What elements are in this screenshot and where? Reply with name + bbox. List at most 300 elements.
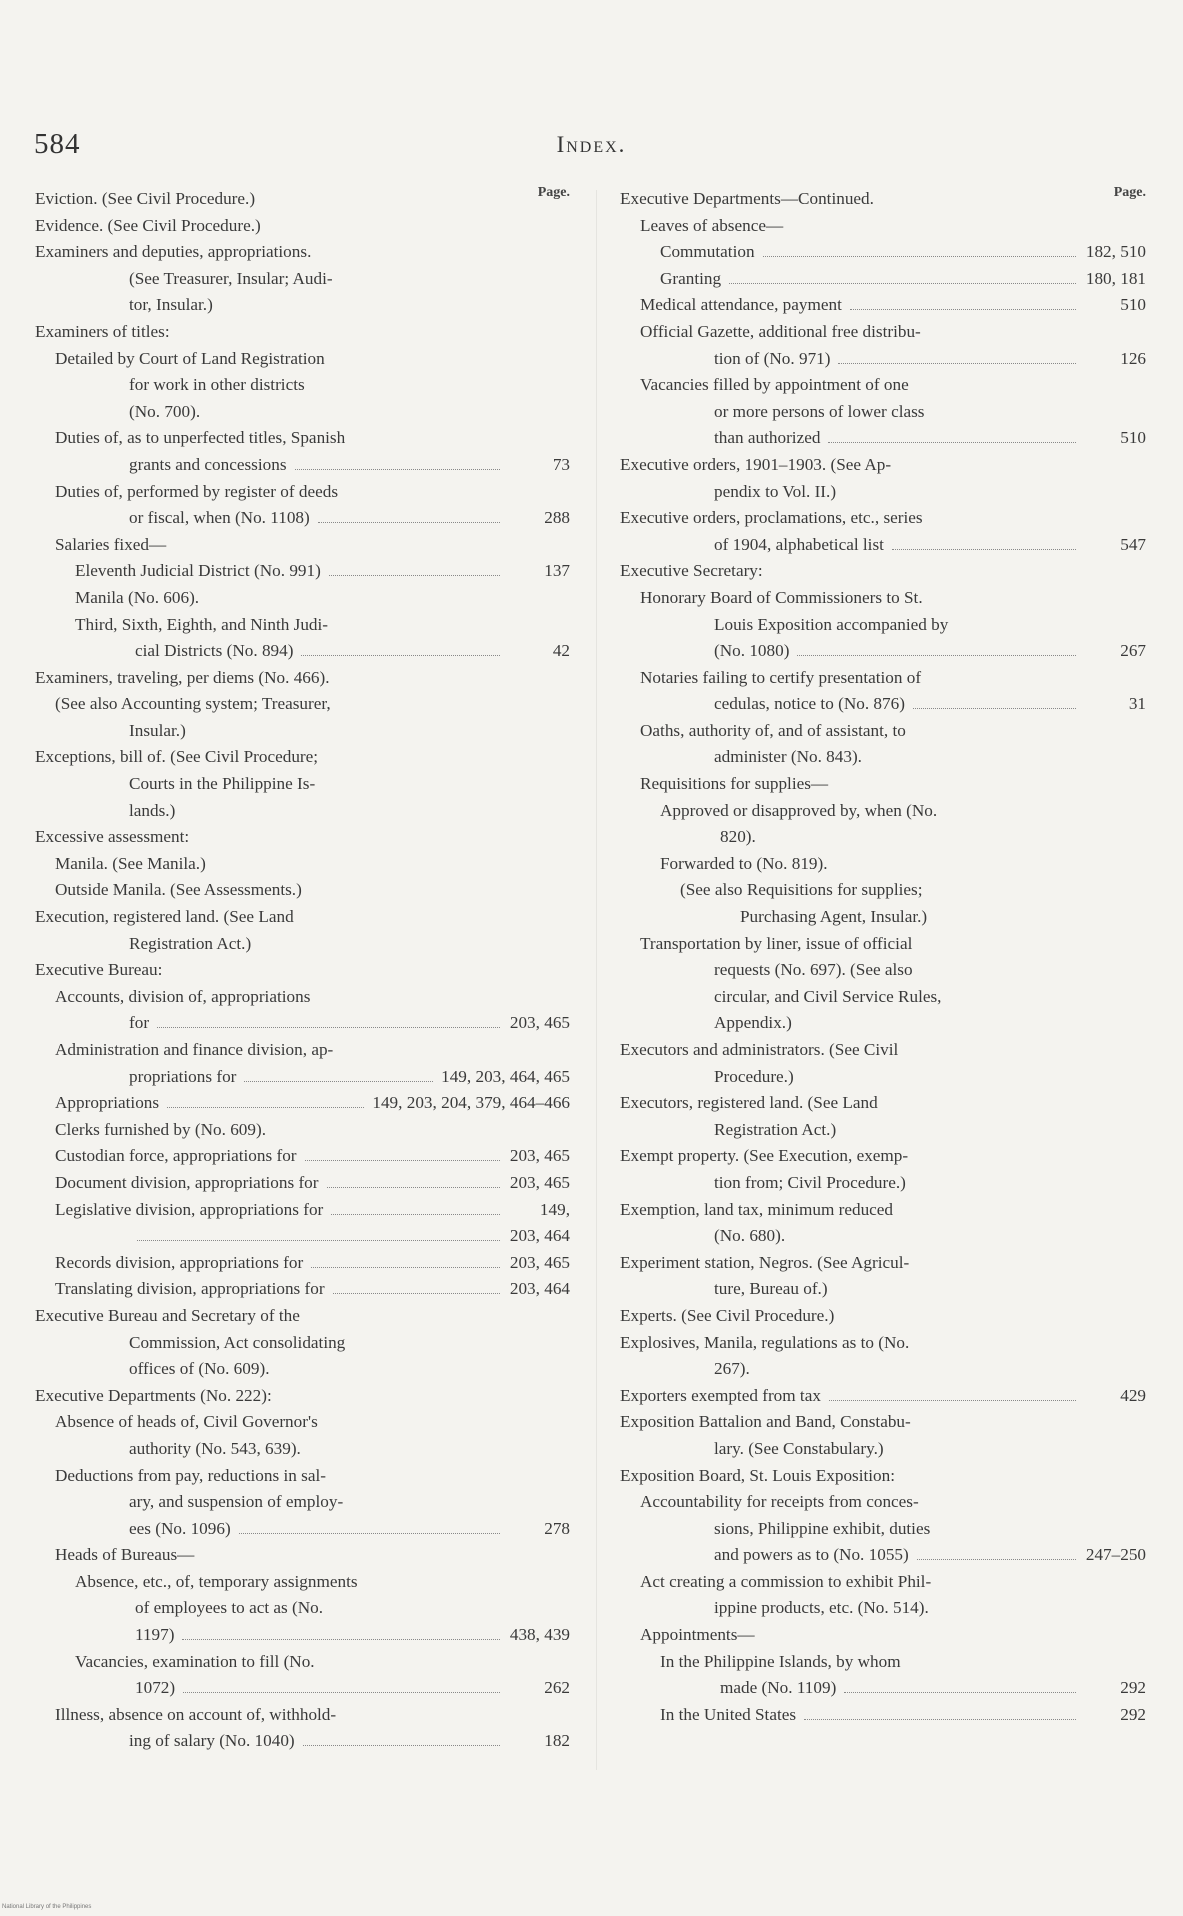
- index-entry-line: [620, 479, 1146, 506]
- index-entry-line: [620, 612, 1146, 639]
- page-reference: 438, 439: [509, 1625, 570, 1645]
- index-entry-line: [620, 1197, 1146, 1224]
- index-entry: [35, 904, 570, 957]
- entry-text: Commission, Act consolidating: [129, 1332, 346, 1352]
- entry-text: Exemption, land tax, minimum reduced: [620, 1199, 894, 1219]
- index-entry: [620, 292, 1146, 319]
- dot-leader: [804, 1719, 1076, 1720]
- entry-text: Executors, registered land. (See Land: [620, 1093, 878, 1113]
- entry-text: (See also Requisitions for supplies;: [680, 880, 923, 900]
- dot-leader: [157, 1027, 500, 1028]
- entry-text: Heads of Bureaus—: [55, 1545, 195, 1565]
- index-entry-line: [35, 1436, 570, 1463]
- index-entry-line: [35, 638, 570, 665]
- entry-text: tor, Insular.): [129, 295, 213, 315]
- index-entry-line: [620, 1276, 1146, 1303]
- page-reference: 262: [544, 1678, 570, 1698]
- entry-text: requests (No. 697). (See also: [714, 960, 913, 980]
- page-reference: 73: [552, 454, 570, 474]
- index-entry-line: [620, 585, 1146, 612]
- index-entry-line: [620, 1064, 1146, 1091]
- index-entry-line: [620, 1010, 1146, 1037]
- index-entry-line: [620, 1223, 1146, 1250]
- entry-text: Exposition Battalion and Band, Constabu-: [620, 1412, 911, 1432]
- entry-text: Exporters exempted from tax: [620, 1385, 821, 1405]
- index-entry-line: [620, 771, 1146, 798]
- entry-text: Granting: [660, 268, 722, 288]
- entry-text: Appointments—: [640, 1625, 755, 1645]
- entry-text: or fiscal, when (No. 1108): [129, 508, 310, 528]
- index-entry-line: [620, 1675, 1146, 1702]
- index-entry: [620, 1649, 1146, 1702]
- dot-leader: [295, 469, 500, 470]
- entry-text: Registration Act.): [714, 1119, 837, 1139]
- index-entry-line: [620, 1143, 1146, 1170]
- entry-text: Exempt property. (See Execution, exemp-: [620, 1146, 909, 1166]
- entry-text: Absence, etc., of, temporary assignments: [75, 1571, 358, 1591]
- page-reference: 182, 510: [1085, 242, 1146, 262]
- page-reference: 149, 203, 464, 465: [441, 1066, 570, 1086]
- dot-leader: [137, 1240, 500, 1241]
- page-reference: 288: [544, 508, 570, 528]
- page-reference: 547: [1120, 534, 1146, 554]
- index-entries: [620, 186, 1146, 1728]
- index-entry-line: [620, 1303, 1146, 1330]
- entry-text: Official Gazette, additional free distribu-: [640, 321, 921, 341]
- dot-leader: [305, 1160, 500, 1161]
- page-reference: 42: [552, 641, 570, 661]
- page-reference: 278: [544, 1518, 570, 1538]
- index-entry-line: [620, 904, 1146, 931]
- entry-text: Manila (No. 606).: [75, 587, 200, 607]
- index-entry-line: [35, 239, 570, 266]
- index-entry: [620, 239, 1146, 266]
- entry-text: Evidence. (See Civil Procedure.): [35, 215, 261, 235]
- index-entry-line: [620, 931, 1146, 958]
- index-entry: [620, 771, 1146, 798]
- index-entry: [620, 718, 1146, 771]
- index-entry-line: [35, 957, 570, 984]
- entry-text: Appropriations: [55, 1093, 160, 1113]
- index-entry-line: [35, 1010, 570, 1037]
- entry-text: Notaries failing to certify presentation of: [640, 667, 922, 687]
- index-entry-line: [620, 505, 1146, 532]
- entry-text: Executive Departments (No. 222):: [35, 1385, 272, 1405]
- index-entry: [35, 585, 570, 612]
- dot-leader: [183, 1692, 500, 1693]
- index-entry-line: [35, 292, 570, 319]
- index-entry-line: [35, 1463, 570, 1490]
- entry-text: of employees to act as (No.: [135, 1598, 324, 1618]
- index-entry: [35, 824, 570, 851]
- entry-text: In the Philippine Islands, by whom: [660, 1651, 901, 1671]
- entry-text: 1072): [135, 1678, 176, 1698]
- page-reference: 203, 465: [509, 1172, 570, 1192]
- entry-text: Approved or disapproved by, when (No.: [660, 800, 938, 820]
- entry-text: grants and concessions: [129, 454, 287, 474]
- entry-text: In the United States: [660, 1704, 797, 1724]
- dot-leader: [329, 575, 500, 576]
- index-entry: [35, 1090, 570, 1117]
- index-entry: [35, 239, 570, 319]
- entry-text: authority (No. 543, 639).: [129, 1438, 301, 1458]
- page-reference: 510: [1120, 428, 1146, 448]
- index-entry-line: [35, 319, 570, 346]
- index-entry: [35, 1276, 570, 1303]
- index-entry-line: [620, 1250, 1146, 1277]
- index-entry: [620, 1250, 1146, 1303]
- index-entry-line: [35, 1250, 570, 1277]
- index-entry-line: [620, 1516, 1146, 1543]
- entry-text: tion from; Civil Procedure.): [714, 1172, 906, 1192]
- entry-text: 820).: [720, 827, 756, 847]
- entry-text: cial Districts (No. 894): [135, 641, 294, 661]
- page-reference: 203, 464: [509, 1279, 570, 1299]
- entry-text: ary, and suspension of employ-: [129, 1492, 344, 1512]
- index-entry-line: [620, 691, 1146, 718]
- index-entry: [35, 1383, 570, 1410]
- entry-text: Illness, absence on account of, withhold-: [55, 1704, 337, 1724]
- index-entry-line: [35, 532, 570, 559]
- index-entry: [35, 1569, 570, 1649]
- page-reference: 149,: [539, 1199, 570, 1219]
- index-entry-line: [35, 877, 570, 904]
- index-entry: [35, 1409, 570, 1462]
- entry-text: (No. 680).: [714, 1226, 786, 1246]
- dot-leader: [318, 522, 500, 523]
- index-entry-line: [35, 479, 570, 506]
- index-entry: [620, 505, 1146, 558]
- index-entry-line: [35, 213, 570, 240]
- index-entry: [35, 346, 570, 426]
- page-column-label: Page.: [537, 185, 570, 200]
- dot-leader: [850, 309, 1076, 310]
- index-entry-line: [620, 1649, 1146, 1676]
- index-entry: [35, 425, 570, 478]
- dot-leader: [917, 1559, 1076, 1560]
- index-entries: [35, 186, 570, 1755]
- index-entry: [620, 798, 1146, 851]
- index-entry: [620, 1090, 1146, 1143]
- entry-text: Act creating a commission to exhibit Phil-: [640, 1571, 932, 1591]
- index-entry-line: [35, 931, 570, 958]
- entry-text: Registration Act.): [129, 933, 252, 953]
- index-entry-line: [35, 425, 570, 452]
- entry-text: Custodian force, appropriations for: [55, 1146, 297, 1166]
- entry-text: offices of (No. 609).: [129, 1359, 270, 1379]
- entry-text: Executive Bureau:: [35, 960, 163, 980]
- index-entry-line: [620, 558, 1146, 585]
- entry-text: administer (No. 843).: [714, 747, 862, 767]
- entry-text: (See Treasurer, Insular; Audi-: [129, 268, 333, 288]
- entry-text: Salaries fixed—: [55, 534, 167, 554]
- entry-text: Procedure.): [714, 1066, 794, 1086]
- index-entry: [620, 186, 1146, 213]
- running-head: Index.: [556, 132, 627, 157]
- index-entry-line: [620, 877, 1146, 904]
- index-entry: [35, 984, 570, 1037]
- footer-note: National Library of the Philippines: [2, 1904, 92, 1910]
- index-entry: [35, 532, 570, 559]
- entry-text: circular, and Civil Service Rules,: [714, 986, 942, 1006]
- entry-text: Executive Departments—Continued.: [620, 189, 874, 208]
- page-reference: 149, 203, 204, 379, 464–466: [372, 1093, 570, 1113]
- entry-text: Louis Exposition accompanied by: [714, 614, 949, 634]
- index-column-right: [620, 186, 1146, 1728]
- entry-text: tion of (No. 971): [714, 348, 831, 368]
- entry-text: Detailed by Court of Land Registration: [55, 348, 325, 368]
- entry-text: Third, Sixth, Eighth, and Ninth Judi-: [75, 614, 329, 634]
- index-entry-line: [620, 824, 1146, 851]
- index-entry: [620, 1409, 1146, 1462]
- index-entry-line: [35, 372, 570, 399]
- index-entry: [620, 266, 1146, 293]
- entry-text: Administration and finance division, ap-: [55, 1040, 334, 1059]
- entry-text: (No. 700).: [129, 401, 201, 421]
- index-entry-line: [620, 1489, 1146, 1516]
- dot-leader: [729, 283, 1076, 284]
- index-entry-line: [35, 558, 570, 585]
- page-header: [34, 128, 1149, 168]
- index-entry: [35, 877, 570, 904]
- index-entry: [620, 877, 1146, 930]
- entry-text: Appendix.): [714, 1013, 792, 1033]
- entry-text: Duties of, as to unperfected titles, Spanish: [55, 428, 346, 448]
- index-entry-line: [620, 1090, 1146, 1117]
- entry-text: Courts in the Philippine Is-: [129, 774, 316, 794]
- index-entry-line: [35, 186, 570, 213]
- index-entry-line: [35, 1303, 570, 1330]
- index-entry: [35, 1170, 570, 1197]
- page-reference: 180, 181: [1085, 268, 1146, 288]
- entry-text: Executors and administrators. (See Civil: [620, 1040, 899, 1059]
- page-reference: 31: [1128, 694, 1146, 714]
- index-entry: [35, 1649, 570, 1702]
- index-entry: [35, 319, 570, 346]
- index-entry: [620, 665, 1146, 718]
- index-entry: [620, 213, 1146, 240]
- entry-text: Insular.): [129, 720, 186, 740]
- index-entry: [35, 1143, 570, 1170]
- index-entry-line: [35, 1197, 570, 1224]
- index-entry-line: [35, 346, 570, 373]
- index-entry: [35, 957, 570, 984]
- index-entry-line: [35, 1675, 570, 1702]
- index-entry-line: [35, 1064, 570, 1091]
- page-reference: 510: [1120, 295, 1146, 315]
- entry-text: Experts. (See Civil Procedure.): [620, 1305, 835, 1325]
- index-entry: [35, 558, 570, 585]
- page-reference: 203, 465: [509, 1013, 570, 1033]
- entry-text: Examiners, traveling, per diems (No. 466).: [35, 667, 330, 687]
- page-reference: 182: [544, 1731, 570, 1751]
- index-entry-line: [35, 505, 570, 532]
- index-entry-line: [35, 1622, 570, 1649]
- index-entry: [620, 1622, 1146, 1649]
- page-reference: 267: [1120, 641, 1146, 661]
- index-entry-line: [620, 452, 1146, 479]
- entry-text: Vacancies, examination to fill (No.: [75, 1651, 315, 1671]
- entry-text: Executive orders, 1901–1903. (See Ap-: [620, 454, 892, 474]
- index-entry-line: [620, 532, 1146, 559]
- entry-text: Eleventh Judicial District (No. 991): [75, 561, 321, 581]
- page-reference: 292: [1120, 1704, 1146, 1724]
- index-entry: [35, 479, 570, 532]
- entry-text: Absence of heads of, Civil Governor's: [55, 1412, 318, 1432]
- page-reference: 247–250: [1085, 1545, 1146, 1565]
- index-entry-line: [35, 585, 570, 612]
- page-reference: 292: [1120, 1678, 1146, 1698]
- index-entry-line: [35, 1728, 570, 1755]
- index-entry-line: [620, 1037, 1146, 1064]
- dot-leader: [797, 655, 1076, 656]
- entry-text: Eviction. (See Civil Procedure.): [35, 189, 256, 208]
- entry-text: Records division, appropriations for: [55, 1252, 304, 1272]
- entry-text: Explosives, Manila, regulations as to (No.: [620, 1332, 910, 1352]
- dot-leader: [327, 1187, 501, 1188]
- index-entry-line: [35, 266, 570, 293]
- entry-text: ees (No. 1096): [129, 1518, 231, 1538]
- index-entry: [620, 319, 1146, 372]
- entry-text: (See also Accounting system; Treasurer,: [55, 694, 331, 714]
- index-entry-line: [35, 1542, 570, 1569]
- index-entry-line: [35, 399, 570, 426]
- page-reference: 126: [1120, 348, 1146, 368]
- index-entry-line: [35, 1383, 570, 1410]
- index-entry-line: [35, 1117, 570, 1144]
- dot-leader: [333, 1293, 500, 1294]
- entry-text: Deductions from pay, reductions in sal-: [55, 1465, 326, 1485]
- index-entry-line: [620, 1383, 1146, 1410]
- entry-text: made (No. 1109): [720, 1678, 837, 1698]
- entry-text: ippine products, etc. (No. 514).: [714, 1598, 929, 1618]
- index-entry-line: [35, 1330, 570, 1357]
- index-column-left: [35, 186, 570, 1755]
- index-entry-line: [35, 691, 570, 718]
- index-entry: [35, 612, 570, 665]
- index-entry-line: [620, 1463, 1146, 1490]
- index-entry-line: [620, 1595, 1146, 1622]
- entry-text: Examiners and deputies, appropriations.: [35, 242, 312, 262]
- index-entry-line: [620, 798, 1146, 825]
- entry-text: cedulas, notice to (No. 876): [714, 694, 905, 714]
- index-entry: [620, 1197, 1146, 1250]
- index-entry-line: [35, 744, 570, 771]
- entry-text: Excessive assessment:: [35, 827, 190, 847]
- entry-text: Vacancies filled by appointment of one: [640, 375, 909, 395]
- entry-text: or more persons of lower class: [714, 401, 925, 421]
- page-reference: 203, 465: [509, 1252, 570, 1272]
- index-entry: [35, 213, 570, 240]
- entry-text: Exposition Board, St. Louis Exposition:: [620, 1465, 896, 1485]
- index-entry: [620, 558, 1146, 585]
- index-entry: [620, 1303, 1146, 1330]
- entry-text: propriations for: [129, 1066, 237, 1086]
- index-entry-line: [620, 1330, 1146, 1357]
- index-entry-line: [620, 213, 1146, 240]
- dot-leader: [763, 256, 1076, 257]
- dot-leader: [829, 1400, 1076, 1401]
- index-entry: [35, 1463, 570, 1543]
- index-entry-line: [35, 798, 570, 825]
- page-reference: 203, 464: [509, 1226, 570, 1246]
- index-entry-line: [35, 1276, 570, 1303]
- entry-text: Requisitions for supplies—: [640, 774, 829, 794]
- column-divider: [596, 190, 597, 1770]
- index-entry: [35, 1037, 570, 1090]
- entry-text: Accounts, division of, appropriations: [55, 986, 311, 1006]
- index-entry-line: [620, 319, 1146, 346]
- index-entry: [35, 851, 570, 878]
- index-entry-line: [35, 612, 570, 639]
- index-entry-line: [35, 1170, 570, 1197]
- index-entry-line: [620, 186, 1146, 213]
- index-entry: [35, 665, 570, 745]
- entry-text: Execution, registered land. (See Land: [35, 907, 294, 927]
- dot-leader: [892, 549, 1076, 550]
- dot-leader: [838, 363, 1076, 364]
- index-entry-line: [35, 771, 570, 798]
- entry-text: Transportation by liner, issue of official: [640, 933, 913, 953]
- index-entry-line: [620, 1356, 1146, 1383]
- index-entry: [35, 1702, 570, 1755]
- dot-leader: [331, 1214, 500, 1215]
- index-entry: [620, 585, 1146, 665]
- index-entry-line: [35, 984, 570, 1011]
- index-entry-line: [620, 957, 1146, 984]
- entry-text: for work in other districts: [129, 375, 305, 395]
- entry-text: of 1904, alphabetical list: [714, 534, 884, 554]
- entry-text: Executive Bureau and Secretary of the: [35, 1305, 300, 1325]
- index-entry: [35, 1303, 570, 1383]
- dot-leader: [844, 1692, 1076, 1693]
- index-entry-line: [620, 346, 1146, 373]
- index-entry-line: [35, 851, 570, 878]
- entry-text: and powers as to (No. 1055): [714, 1545, 909, 1565]
- index-entry-line: [620, 292, 1146, 319]
- index-entry: [35, 1542, 570, 1569]
- index-entry-line: [35, 1356, 570, 1383]
- entry-text: (No. 1080): [714, 641, 790, 661]
- entry-text: than authorized: [714, 428, 821, 448]
- index-entry: [620, 1569, 1146, 1622]
- entry-text: Clerks furnished by (No. 609).: [55, 1119, 266, 1139]
- index-entry: [620, 1330, 1146, 1383]
- index-entry: [620, 452, 1146, 505]
- index-entry-line: [620, 1436, 1146, 1463]
- dot-leader: [244, 1081, 433, 1082]
- index-entry: [35, 1197, 570, 1250]
- entry-text: Exceptions, bill of. (See Civil Procedure;: [35, 747, 319, 767]
- entry-text: Leaves of absence—: [640, 215, 784, 235]
- index-entry: [620, 372, 1146, 452]
- index-entry: [620, 851, 1146, 878]
- index-entry-line: [35, 1143, 570, 1170]
- index-entry-line: [620, 851, 1146, 878]
- index-entry: [35, 186, 570, 213]
- entry-text: Experiment station, Negros. (See Agricul-: [620, 1252, 910, 1272]
- dot-leader: [828, 442, 1076, 443]
- index-entry-line: [620, 425, 1146, 452]
- entry-text: Examiners of titles:: [35, 321, 170, 341]
- index-entry-line: [35, 452, 570, 479]
- index-entry-line: [620, 638, 1146, 665]
- entry-text: sions, Philippine exhibit, duties: [714, 1518, 931, 1538]
- index-entry-line: [35, 1489, 570, 1516]
- index-entry: [620, 1702, 1146, 1729]
- entry-text: 267).: [714, 1359, 750, 1379]
- index-entry-line: [620, 266, 1146, 293]
